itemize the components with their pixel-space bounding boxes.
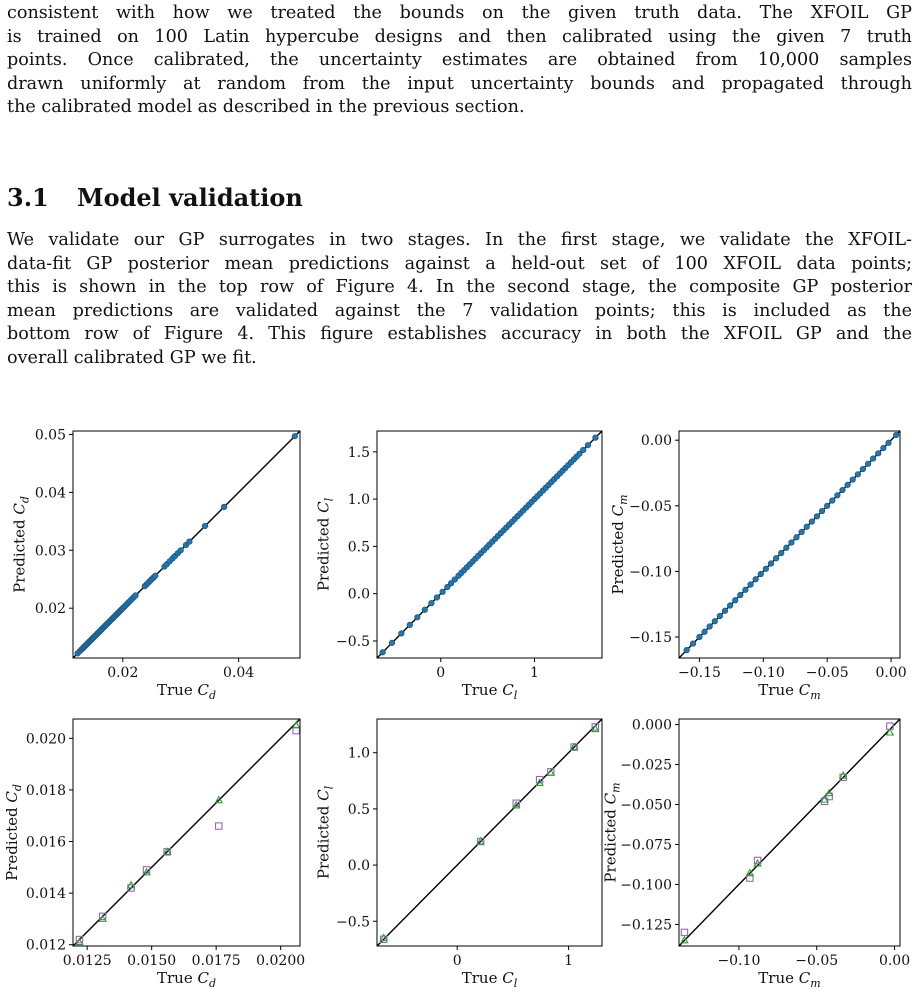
data-point xyxy=(768,561,774,567)
data-point xyxy=(850,477,856,483)
x-tick-label: 0.00 xyxy=(875,665,907,681)
data-point xyxy=(717,613,723,619)
validation-plot-2 xyxy=(315,431,602,702)
data-point xyxy=(722,608,728,614)
svg-text:Predicted Cl: Predicted $C_l$ xyxy=(314,785,336,880)
data-point xyxy=(187,539,193,545)
paragraph-line: overall calibrated GP we fit. xyxy=(7,347,257,368)
data-point xyxy=(758,571,764,577)
paragraph-line: points. Once calibrated, the uncertainty estimates are obtained from 10,000 samples xyxy=(7,50,912,71)
paragraph-line: is trained on 100 Latin hypercube designs and then calibrated using the given 7 truth xyxy=(7,26,912,47)
x-tick-label: 0.0200 xyxy=(256,953,306,969)
validation-plot-4 xyxy=(3,719,305,990)
section-title: Model validation xyxy=(77,183,303,212)
data-point xyxy=(702,629,708,635)
y-tick-label: 0.016 xyxy=(25,834,66,851)
data-point xyxy=(712,618,718,624)
x-tick-label: −0.10 xyxy=(741,665,785,681)
svg-text:True Cm: True $C_m$ xyxy=(758,681,821,702)
data-point xyxy=(860,466,866,472)
x-tick-label: 0.0175 xyxy=(191,953,241,969)
y-tick-label: 0.020 xyxy=(25,731,66,748)
section-number: 3.1 xyxy=(7,183,49,212)
data-point xyxy=(697,634,703,640)
data-point xyxy=(886,440,892,446)
data-point xyxy=(784,545,790,551)
y-tick-label: −0.05 xyxy=(629,498,672,515)
x-tick-label: −0.10 xyxy=(717,953,761,969)
x-axis-label xyxy=(462,681,518,702)
y-tick-label: −0.075 xyxy=(620,837,672,854)
validation-plot-5 xyxy=(315,719,602,990)
x-tick-label: 0.00 xyxy=(878,953,911,969)
x-tick-label: 1 xyxy=(530,665,539,681)
y-tick-label: −0.050 xyxy=(620,797,672,814)
y-tick-label: −0.100 xyxy=(620,877,672,894)
identity-line xyxy=(377,719,602,946)
data-point xyxy=(407,622,413,628)
data-point xyxy=(690,641,696,647)
svg-text:Predicted Cd: Predicted $C_d$ xyxy=(10,496,32,593)
y-tick-label: 0.0 xyxy=(347,858,370,875)
y-tick-label: −0.5 xyxy=(336,633,370,650)
data-point xyxy=(292,433,298,439)
x-axis-label xyxy=(157,969,216,990)
data-point xyxy=(422,607,428,613)
y-axis-label xyxy=(3,784,24,881)
data-point xyxy=(748,582,754,588)
svg-text:Predicted Cl: Predicted $C_l$ xyxy=(314,497,336,592)
svg-text:True Cm: True $C_m$ xyxy=(758,969,821,990)
data-point xyxy=(814,513,820,519)
x-axis-label xyxy=(462,969,518,990)
data-point xyxy=(865,461,871,467)
y-axis-label xyxy=(315,497,336,591)
y-tick-label: 0.02 xyxy=(34,601,66,618)
y-tick-label: 0.0 xyxy=(347,586,370,603)
y-axis-label xyxy=(601,782,622,882)
y-tick-label: 0.000 xyxy=(631,717,672,734)
svg-text:Predicted Cd: Predicted $C_d$ xyxy=(3,784,24,881)
paragraph-line: data-fit GP posterior mean predictions against a held-out set of 100 XFOIL data points; xyxy=(7,253,912,274)
x-tick-label: −0.15 xyxy=(677,665,721,681)
paragraph-line: bottom row of Figure 4. This figure establishes accuracy in both the XFOIL GP and the xyxy=(7,324,912,345)
validation-plot-1 xyxy=(11,427,300,702)
data-point xyxy=(893,432,899,438)
data-point xyxy=(743,587,749,593)
data-point xyxy=(389,640,395,646)
data-point xyxy=(380,650,386,656)
y-axis-label xyxy=(11,496,32,593)
data-point xyxy=(133,593,139,599)
y-tick-label: 0.05 xyxy=(34,427,66,444)
x-tick-label: 1 xyxy=(564,953,574,969)
svg-text:Predicted Cm: Predicted $C_m$ xyxy=(601,782,623,883)
y-tick-label: −0.025 xyxy=(620,757,672,774)
y-tick-label: 0.00 xyxy=(640,433,672,450)
identity-line xyxy=(73,719,300,946)
identity-line xyxy=(679,719,900,946)
data-point xyxy=(202,523,208,529)
y-tick-label: 0.5 xyxy=(347,539,370,556)
data-point xyxy=(773,555,779,561)
data-point xyxy=(684,647,690,653)
data-point xyxy=(429,600,435,606)
svg-text:True Cd: True $C_d$ xyxy=(156,681,217,702)
y-tick-label: −0.15 xyxy=(629,630,672,647)
data-point xyxy=(763,566,769,572)
data-point xyxy=(738,592,744,598)
y-tick-label: 0.012 xyxy=(25,937,66,954)
data-point xyxy=(415,615,421,621)
data-point xyxy=(440,589,446,595)
square-marker xyxy=(216,823,222,829)
x-tick-label: −0.05 xyxy=(805,665,849,681)
data-point xyxy=(840,487,846,493)
y-tick-label: 1.0 xyxy=(347,745,370,762)
data-point xyxy=(778,550,784,556)
x-axis-label xyxy=(758,969,820,990)
validation-plot-3 xyxy=(609,431,907,702)
square-marker xyxy=(681,929,687,935)
x-axis-label xyxy=(758,681,820,702)
data-point xyxy=(819,508,825,514)
x-tick-label: −0.05 xyxy=(795,953,839,969)
paragraph-line: consistent with how we treated the bounds on the given truth data. The XFOIL GP xyxy=(7,3,912,23)
x-tick-label: 0 xyxy=(436,665,446,681)
data-point xyxy=(580,447,586,453)
y-tick-label: 0.03 xyxy=(34,543,66,560)
y-axis-label xyxy=(609,494,630,594)
x-tick-label: 0.02 xyxy=(107,665,139,681)
data-point xyxy=(804,524,810,530)
data-point xyxy=(799,529,805,535)
svg-text:True Cd: True $C_d$ xyxy=(156,969,217,990)
data-point xyxy=(870,456,876,462)
x-tick-label: 0 xyxy=(452,953,462,969)
x-axis-label xyxy=(157,681,216,702)
y-tick-label: −0.5 xyxy=(336,914,370,931)
data-point xyxy=(221,504,227,510)
data-point xyxy=(732,597,738,603)
data-point xyxy=(399,631,405,637)
data-point xyxy=(593,435,599,441)
data-point xyxy=(789,540,795,546)
data-point xyxy=(794,534,800,540)
y-tick-label: 0.018 xyxy=(25,782,66,799)
data-point xyxy=(875,451,881,457)
paragraph-line: mean predictions are validated against the 7 validation points; this is included as the xyxy=(7,300,912,321)
svg-text:True Cl: True $C_l$ xyxy=(461,681,518,702)
svg-text:Predicted Cm: Predicted $C_m$ xyxy=(609,494,630,595)
paragraph-line: drawn uniformly at random from the input uncertainty bounds and propagated through xyxy=(7,73,912,94)
data-point xyxy=(881,445,887,451)
y-tick-label: 0.5 xyxy=(347,801,370,818)
y-tick-label: −0.10 xyxy=(629,564,672,581)
paragraph-line: this is shown in the top row of Figure 4. In the second stage, the composite GP posterior xyxy=(7,277,912,298)
y-axis-label xyxy=(315,785,336,879)
paragraph-line: We validate our GP surrogates in two stages. In the first stage, we validate the XFOIL- xyxy=(7,230,912,250)
data-point xyxy=(809,519,815,525)
data-point xyxy=(835,492,841,498)
y-tick-label: 1.5 xyxy=(347,444,370,461)
data-point xyxy=(753,576,759,582)
x-tick-label: 0.04 xyxy=(223,665,255,681)
paragraph-line: the calibrated model as described in the previous section. xyxy=(7,97,525,118)
data-point xyxy=(434,595,440,601)
data-point xyxy=(152,573,158,579)
x-tick-label: 0.0150 xyxy=(127,953,177,969)
svg-text:True Cl: True $C_l$ xyxy=(461,969,518,990)
data-point xyxy=(855,472,861,478)
validation-plot-6 xyxy=(601,718,910,990)
y-tick-label: −0.125 xyxy=(620,917,672,934)
x-tick-label: 0.0125 xyxy=(62,953,112,969)
data-point xyxy=(178,547,184,553)
data-point xyxy=(845,482,851,488)
data-point xyxy=(727,603,733,609)
y-tick-label: 0.014 xyxy=(25,886,66,903)
data-point xyxy=(585,442,591,448)
data-point xyxy=(824,503,830,509)
data-point xyxy=(829,498,835,504)
y-tick-label: 1.0 xyxy=(347,492,370,509)
data-point xyxy=(707,624,713,630)
y-tick-label: 0.04 xyxy=(34,485,66,502)
